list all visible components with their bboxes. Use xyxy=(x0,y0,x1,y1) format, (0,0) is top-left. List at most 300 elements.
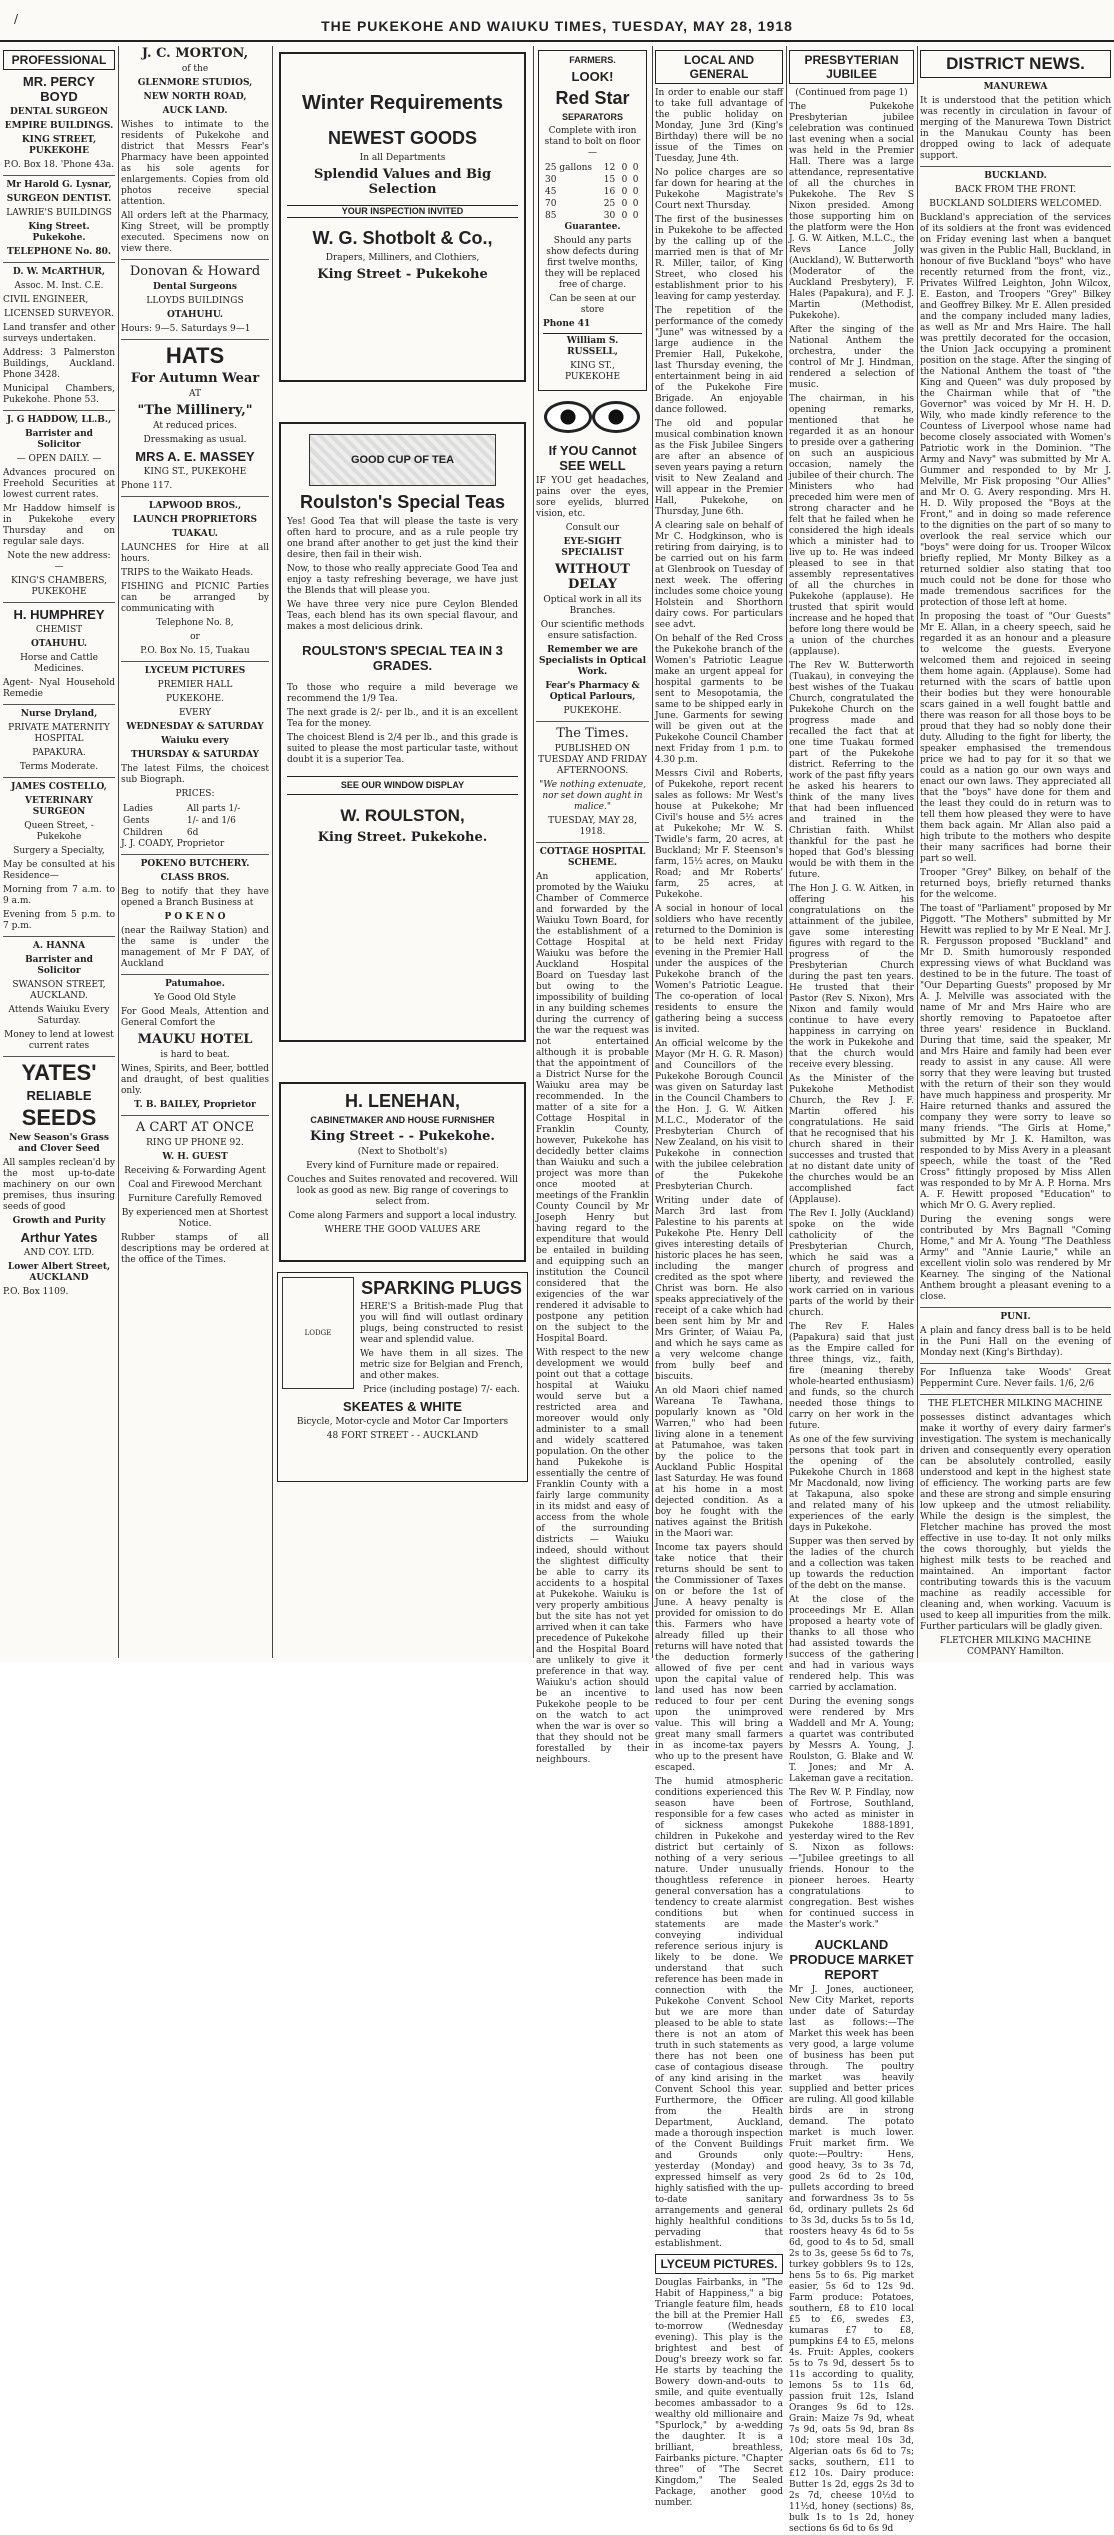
table-cell: Children xyxy=(123,828,163,838)
times-imprint xyxy=(536,726,649,838)
ad-line: Agent- Nyal Household Remedie xyxy=(3,678,115,699)
ad-line: or xyxy=(190,632,200,642)
ad-line: SEE OUR WINDOW DISPLAY xyxy=(287,776,518,795)
ad-line: WHERE THE GOOD VALUES ARE xyxy=(324,1225,481,1235)
ad-percy-boyd xyxy=(3,74,115,171)
ad-butchery xyxy=(121,859,269,970)
ad-line: Yes! Good Tea that will please the taste is very often hard to procure, and as a rule people try one brand after another to get just the kind their desire, then fail in their wish. xyxy=(287,517,518,560)
ad-line: All orders left at the Pharmacy, King Street, will be promptly executed. Specimens now on view there. xyxy=(121,211,269,254)
ad-line: Address: 3 Palmerston Buildings, Auckland. Phone 3428. xyxy=(3,348,115,380)
ad-line: KING STREET, PUKEKOHE xyxy=(21,135,97,156)
ad-line: P.O. Box 1109. xyxy=(3,1287,69,1297)
article-paragraph: A social in honour of local soldiers who have recently returned to the Dominion is to be held next Friday evening in the Premier Hall under the auspices of the Pukekohe branch of the Women's Patriotic League. The co-operation of local residents to ensure the gathering being a success is invited. xyxy=(655,904,783,1035)
ad-title: A CART AT ONCE xyxy=(135,1120,255,1135)
table-cell: Ladies xyxy=(123,804,153,814)
ad-title: THE FLETCHER MILKING MACHINE xyxy=(928,1399,1103,1409)
table-row xyxy=(543,198,642,210)
ad-title: J. C. MORTON, xyxy=(141,46,249,61)
ad-line: At reduced prices. xyxy=(153,421,237,431)
ad-title: J. G HADDOW, LL.B., xyxy=(6,415,112,425)
article-paragraph: A clearing sale on behalf of Mr C. Hodgkinson, who is retiring from dairying, is to be carried out on his farm at Glenbrook on Tuesday of next week. The offering includes some choice young Holstein and Shorthorn dairy cows. For particulars see advt. xyxy=(655,521,783,630)
ad-line: THURSDAY & SATURDAY xyxy=(131,750,259,760)
ad-morton xyxy=(121,46,269,255)
table-cell: 70 xyxy=(545,199,557,209)
subheading: BUCKLAND SOLDIERS WELCOMED. xyxy=(929,199,1102,209)
ad-line: Optical work in all its Branches. xyxy=(543,595,642,616)
article-paragraph: It is understood that the petition which was recently in circulation in favour of merging of the Manurewa Town District in the Manukau County has been dropped owing to lack of adequate support. xyxy=(920,96,1111,161)
ad-line: For Autumn Wear xyxy=(130,371,260,386)
table-cell: Gents xyxy=(123,816,150,826)
ad-line: 48 FORT STREET - - AUCKLAND xyxy=(326,1431,479,1441)
ad-line: TELEPHONE No. 80. xyxy=(6,247,112,257)
table-row xyxy=(121,827,269,839)
article-paragraph: The chairman, in his opening remarks, mentioned that he regarded it as an honour to preside over a gathering on such an auspicious occasion, namely the jubilee of their church. The Ministers who had preceded him were men of strong character and he felt that he failed when he considered the high ideals which a minister had to live up to. He was indeed pleased to see in that assembly representatives of all the churches in Pukekohe (applause). He trusted that spirit would increase and he hoped that before long there would be a union of the churches (applause). xyxy=(789,394,914,657)
article-paragraph: After the singing of the National Anthem the orchestra, under the control of Mr J. Hindman, rendered a selection of music. xyxy=(789,325,914,390)
masthead-rule xyxy=(0,40,1114,42)
ad-line: LOOK! xyxy=(571,69,614,84)
article-paragraph: Income tax payers should take notice that their returns should be sent to the Commissioner of Taxes on or before the 1st of June. A heavy penalty is provided for omission to do this. Farmers who have already filled up their returns will have noted that the deduction formerly allowed of five per cent upon the capital value of land used has now been reduced to four per cent upon the unimproved value. This will bring a great many small farmers in as income-tax payers who up to the present have escaped. xyxy=(655,1543,783,1773)
ad-line: Our scientific methods ensure satisfaction. xyxy=(540,620,645,641)
article-paragraph: Buckland's appreciation of the services of its soldiers at the front was evidenced on Friday evening last when a banquet was given in the Public Hall, Buckland, in honour of five Buckland "boys" who have recently returned from the front, viz., Privates Wilfred Leighton, John Wilcox, E. Easton, and Troopers "Grey" Bilkey and Geoffrey Bilkey. Mr E. Allen presided and the company included many ladies, as well as Mr and Mrs Haire. The hall was prettily decorated for the occasion, the Union Jack occupying a prominent position on the stage. After the singing of the National Anthem the toast of "the King and Queen" was duly proposed by the Chairman while that of "the Governor" was voiced by Mr H. H. D. Wily, who made kindly reference to the Countess of Liverpool whose name had become closely associated with Women's Patriotic work in the Dominion. "The Army and Navy" was submitted by Mr A. Gummer and responded to by Mr J. Melville, Mr Fisk proposing "Our Allies" and Mr O. G. Avery responding. Mrs H. H. D. Wily proposed the "Boys at the Front," and in doing so made reference to the dignities on the part of so many to overlook the real service which our "boys" were doing for us. Trooper Wilcox briefly replied, Mr Monty Bilkey as a returned soldier also stating that too much could not be done for those who made tremendous sacrifices for the protection of those left at home. xyxy=(920,213,1111,608)
article-paragraph: The Pukekohe Presbyterian jubilee celebration was continued last evening when a social was held in the Premier Hall. There was a large attendance, representative of all the churches in Pukekohe. The Rev S Nixon presided. Among those supporting him on the platform were the Hon J. G. W. Aitken, M.L.C., the Revs Lance Jolly (Auckland), W. Butterworth (Moderator of the Auckland Presbytery), F. Hales (Papakura), and F. J. Martin (Methodist, Pukekohe). xyxy=(789,102,914,321)
ad-line: Growth and Purity xyxy=(12,1216,106,1226)
corner-mark: / xyxy=(14,12,19,26)
price-table xyxy=(121,803,269,839)
ad-line: Mr Haddow himself is in Pukekohe every Thursday and on regular sale days. xyxy=(3,504,115,547)
ad-line: (near the Railway Station) and the same is under the management of Mr F DAY, of Auckland xyxy=(121,926,269,969)
ad-line: LAUNCH PROPRIETORS xyxy=(132,515,258,525)
column-district-news xyxy=(917,46,1114,1658)
ad-line: We have them in all sizes. The metric size for Belgian and French, and other makes. xyxy=(360,1349,523,1381)
ad-line: PUKEKOHE. xyxy=(166,694,224,704)
ad-line: KING ST., PUKEKOHE xyxy=(143,467,247,477)
ad-line: Beg to notify that they have opened a Branch Business at xyxy=(121,887,269,908)
ad-line: Assoc. M. Inst. C.E. xyxy=(14,281,104,291)
ad-line: — OPEN DAILY. — xyxy=(16,454,102,464)
ad-line: Hours: 9—5. Saturdays 9—1 xyxy=(121,324,251,334)
ad-line: MAUKU HOTEL xyxy=(137,1032,253,1047)
ad-line: RELIABLE xyxy=(26,1088,92,1103)
subheading: BUCKLAND. xyxy=(984,171,1047,181)
ad-mcarthur xyxy=(3,267,115,406)
divider xyxy=(920,166,1111,167)
ad-line: Telephone No. 8, xyxy=(156,618,234,628)
ad-line: For Influenza take Woods' Great Peppermint Cure. Never fails. 1/6, 2/6 xyxy=(920,1368,1111,1389)
ad-yates xyxy=(3,1061,115,1298)
ad-line: Guarantee. xyxy=(564,222,621,232)
ad-line: Dental Surgeons xyxy=(152,282,238,292)
column-ads-times xyxy=(533,46,652,1765)
article-paragraph: No police charges are so far down for hearing at the Pukekohe Magistrate's Court next Thursday. xyxy=(655,168,783,211)
ad-line: NEWEST GOODS xyxy=(327,128,477,148)
subheading: MANUREWA xyxy=(983,82,1048,92)
article-paragraph: The Rev I. Jolly (Auckland) spoke on the wide catholicity of the Presbyterian Church, which he said was a church of progress and liberty, and reviewed the work carried on in various parts of the world by their church. xyxy=(789,1209,914,1318)
ad-line: W. H. GUEST xyxy=(162,1152,228,1162)
ad-line: LAWRIE'S BUILDINGS xyxy=(6,208,112,218)
article-paragraph: Supper was then served by the ladies of the church and a collection was taken up towards the reduction of the debt on the manse. xyxy=(789,1537,914,1591)
ad-hats xyxy=(121,344,269,492)
ad-title: LYCEUM PICTURES xyxy=(144,666,246,676)
ad-line: DENTAL SURGEON xyxy=(10,107,108,117)
paper-date: TUESDAY, MAY 28, 1918. xyxy=(548,816,637,837)
table-cell: 0 xyxy=(632,175,639,185)
paper-name: The Times. xyxy=(556,726,629,741)
ad-line: Land transfer and other surveys undertaken. xyxy=(3,323,115,344)
table-cell: 0 xyxy=(621,199,628,209)
ad-line: Fear's Pharmacy & Optical Parlours, xyxy=(545,681,640,702)
ad-line: Horse and Cattle Medicines. xyxy=(20,653,98,674)
ad-line: P.O. Box 18. 'Phone 43a. xyxy=(3,160,115,170)
ad-line: GLENMORE STUDIOS, xyxy=(137,78,253,88)
table-cell: 0 xyxy=(632,211,639,221)
ad-line: TUAKAU. xyxy=(172,529,218,539)
divider xyxy=(3,262,115,263)
ad-lyceum xyxy=(121,666,269,850)
divider xyxy=(920,1394,1111,1395)
ad-title: Donovan & Howard xyxy=(129,264,261,279)
table-row xyxy=(543,210,642,222)
ad-line: To those who require a mild beverage we recommend the 1/9 Tea. xyxy=(287,683,518,704)
ad-line: Consult our xyxy=(565,523,620,533)
ad-line: Note the new address:— xyxy=(7,551,111,572)
ad-humphrey xyxy=(3,607,115,700)
section-heading: PROFESSIONAL xyxy=(3,50,115,70)
continued-note: (Continued from page 1) xyxy=(795,88,908,98)
column-professional xyxy=(0,46,118,1658)
ad-line: Come along Farmers and support a local industry. xyxy=(288,1211,517,1221)
article-paragraph: An official welcome by the Mayor (Mr H. G. R. Mason) and Councillors of the Pukekohe Borough Council was given on Saturday last in the Council Chambers to the Hon. J. G. W. Aitken M.L.C., Moderator of the Presbyterian Church of New Zealand, on his visit to Pukekohe in connection with the jubilee celebration of the Pukekohe Presbyterian Church. xyxy=(655,1039,783,1192)
ad-line: Lower Albert Street, AUCKLAND xyxy=(7,1262,111,1283)
ad-line: Coal and Firewood Merchant xyxy=(128,1180,262,1190)
article-paragraph: The Rev W. Butterworth (Tuakau), in conveying the best wishes of the Tuakau Church, congratulated the Pukekohe Church on the progress made and recalled the fact that at one time Tuakau formed part of the Pukekohe district. Referring to the work of the past fifty years he asked his hearers to think of the many lives that had been influenced and trained in the Christian faith. Whilst thankful for the past he hoped that God's blessing would be with them in the future. xyxy=(789,661,914,880)
ad-line: PAPAKURA. xyxy=(32,748,86,758)
ad-mauku-hotel xyxy=(121,979,269,1111)
divider xyxy=(121,854,269,855)
ad-title: H. HUMPHREY xyxy=(13,607,105,622)
article-paragraph: The Rev F. Hales (Papakura) said that just as the Empire called for three things, viz., faith, fire (meaning thereby whole-hearted enthusiasm) and funds, so the church needed those things to carry on her work in the future. xyxy=(789,1322,914,1431)
article-heading: COTTAGE HOSPITAL SCHEME. xyxy=(539,847,646,868)
ad-line: P O K E N O xyxy=(164,912,226,922)
ad-line: CIVIL ENGINEER, xyxy=(3,295,89,305)
table-cell: 30 xyxy=(603,211,616,221)
column-local-general xyxy=(652,46,786,2508)
table-cell: 1/- and 1/6 xyxy=(186,816,236,826)
ad-line: We have three very nice pure Ceylon Blended Teas, each blend has its own special flavour, and makes a most delicious drink. xyxy=(287,600,518,632)
ad-line: PRIVATE MATERNITY HOSPITAL xyxy=(8,723,110,744)
ad-line: Phone 117. xyxy=(121,481,173,491)
article-paragraph: As the Minister of the Pukekohe Methodist Church, the Rev J. F. Martin offered his congratulations. He said that he recognised that his church shared in their successes and trusted that at no distant date unity of the churches would be an accomplished fact (Applause). xyxy=(789,1074,914,1205)
ad-line: OTAHUHU. xyxy=(30,639,88,649)
ad-title: SPARKING PLUGS xyxy=(361,1278,522,1298)
ad-line: LICENSED SURVEYOR. xyxy=(4,309,114,319)
section-heading: AUCKLAND PRODUCE MARKET REPORT xyxy=(789,1937,914,1982)
ad-line: May be consulted at his Residence— xyxy=(3,860,115,881)
separator-price-table xyxy=(543,162,642,222)
article-paragraph: The Rev W. P. Findlay, now of Fortrose, Southland, who acted as minister in Pukekohe 1888-1891, yesterday wired to the Rev S. Nixon as follows:—"Jubilee greetings to all friends. Honour to the pioneer heroes. Hearty congratulations to congregation. Best wishes for continued success in the Master's work." xyxy=(789,1788,914,1930)
table-cell: 0 xyxy=(621,175,628,185)
article-paragraph: The old and popular musical combination known as the Fisk Jubilee Singers are after an absence of seven years paying a return visit to New Zealand and will appear in the Premier Hall, Pukekohe, on Thursday, June 6th. xyxy=(655,419,783,517)
ad-line: The latest Films, the choicest sub Biograph. xyxy=(121,764,269,785)
ad-line: William S. RUSSELL, xyxy=(543,333,642,358)
table-cell: 25 gallons xyxy=(545,163,593,173)
ad-line: Wines, Spirits, and Beer, bottled and draught, of best qualities only. xyxy=(121,1064,269,1096)
table-cell: 0 xyxy=(621,163,628,173)
table-cell: 0 xyxy=(632,163,639,173)
table-cell: 0 xyxy=(632,187,639,197)
ad-line: All samples reclean'd by the most up-to-date machinery on our own premises, thus insuring seeds of good xyxy=(3,1158,115,1212)
ad-title: If YOU Cannot SEE WELL xyxy=(548,443,637,473)
ad-line: New Season's Grass and Clover Seed xyxy=(9,1133,109,1154)
divider xyxy=(3,602,115,603)
ad-line: VETERINARY SURGEON xyxy=(25,796,93,817)
ad-line: Money to lend at lowest current rates xyxy=(4,1030,114,1051)
illustration-caption: LODGE xyxy=(304,1329,332,1337)
illustration-caption: GOOD CUP OF TEA xyxy=(350,454,455,466)
section-heading: LOCAL AND GENERAL xyxy=(655,50,783,84)
ad-line: (Next to Shotbolt's) xyxy=(357,1147,448,1157)
article-paragraph: In proposing the toast of "Our Guests" Mr E. Allan, in a cheery speech, said he regarded it as an honour and a pleasure to welcome the guests. Everyone welcomed them and rejoiced in seeing them home again. (Applause). Some had returned with the scars of battle upon their bodies but they were honourable scars gained in a well fought battle and there was reason for all those boys to be proud that they had so nobly done their duty. Alluding to the fight for liberty, the speaker emphasised the tremendous price we had to pay for it so that we could as a nation go our own ways and enact our own laws. They appreciated all that the "boys" have done for them and the least they could do in return was to tell them how pleased they were to have them back again. Mr Allan also paid a high tribute to the mothers who despite their many sacrifices had borne their part so well. xyxy=(920,612,1111,864)
ad-hanna xyxy=(3,941,115,1052)
divider xyxy=(3,777,115,778)
ad-line: HERE'S a British-made Plug that you will find will outlast ordinary plugs, being constructed to resist wear and splendid value. xyxy=(360,1302,523,1345)
ad-line: Receiving & Forwarding Agent xyxy=(124,1166,266,1176)
article-paragraph: An old Maori chief named Wareana Te Tawhana, popularly known as "Old Warren," who had been living alone in a tenement at Patumahoe, was taken by the police to the Auckland Public Hospital last Saturday. He was found at his home in a most dejected condition. As a boy he fought with the natives against the British in the Maori war. xyxy=(655,1386,784,1539)
ad-lapwood xyxy=(121,501,269,657)
subheading: BACK FROM THE FRONT. xyxy=(954,185,1077,195)
article-paragraph: In order to enable our staff to take full advantage of the public holiday on Monday, June 3rd (King's Birthday) there will be no issue of the Times on Tuesday, June 4th. xyxy=(655,88,783,164)
ad-title: FARMERS. xyxy=(569,55,616,65)
ad-line: WEDNESDAY & SATURDAY xyxy=(126,722,264,732)
ad-line: By experienced men at Shortest Notice. xyxy=(121,1208,269,1229)
ad-line: Morning from 7 a.m. to 9 a.m. xyxy=(3,885,115,906)
ad-line: CABINETMAKER AND HOUSE FURNISHER xyxy=(310,1115,495,1125)
ad-shotbolt xyxy=(279,52,526,382)
divider xyxy=(3,704,115,705)
table-cell: 16 xyxy=(603,187,616,197)
paper-motto: "We nothing extenuate, nor set down aught in malice." xyxy=(539,780,646,812)
ad-line: Now, to those who really appreciate Good Tea and enjoy a tasty refreshing beverage, we have just the Blends that will please you. xyxy=(287,564,518,596)
ad-line: is hard to beat. xyxy=(160,1050,230,1060)
table-cell: 15 xyxy=(603,175,616,185)
ad-line: EMPIRE BUILDINGS. xyxy=(4,121,114,131)
table-cell: 85 xyxy=(545,211,557,221)
ad-line: WITHOUT DELAY xyxy=(555,562,630,592)
ad-line: Bicycle, Motor-cycle and Motor Car Importers xyxy=(296,1417,509,1427)
column-ads xyxy=(118,46,272,1658)
ad-line: Phone 41 xyxy=(543,319,591,329)
ad-line: Evening from 5 p.m. to 7 p.m. xyxy=(3,910,115,931)
ad-line: OTAHUHU. xyxy=(166,310,224,320)
divider xyxy=(920,1307,1111,1308)
ad-line: CLASS BROS. xyxy=(160,873,230,883)
ad-sparking-plugs xyxy=(277,1272,528,1482)
article-paragraph: Douglas Fairbanks, in "The Habit of Happiness," a big Triangle feature film, heads the bill at the Premier Hall to-morrow (Wednesday evening). This play is the brightest and best of Doug's breezy work so far. He starts by teaching the Bowery down-and-outs to smile, and quite eventually becomes ambassador to a wealthy old millionaire and "Spurlock," by a-wedding the daughter. It is a brilliant, breathless, Fairbanks picture. "Chapter three" of "The Secret Kingdom," The Sealed Package, another good number. xyxy=(655,2278,783,2508)
ad-title: Winter Requirements xyxy=(302,92,503,114)
table-cell: 0 xyxy=(632,199,639,209)
ad-line: Dressmaking as usual. xyxy=(143,435,247,445)
article-paragraph: Messrs Civil and Roberts, of Pukekohe, report recent sales as follows: Mr West's house at Pukekohe; Mr Civil's house and 5½ acres at Pukekohe; Mr W. S. Twidle's farm, 20 acres, at Buckland; Mr F. Steenson's farm, 15½ acres, on Mauku Road; and Mr Roberts' farm, 25 acres, at Pukekohe. xyxy=(655,769,783,900)
ad-title: Mr Harold G. Lysnar, xyxy=(6,180,112,190)
ad-line: Remember we are Specialists in Optical Work. xyxy=(538,645,647,677)
divider xyxy=(536,721,649,722)
table-cell: 12 xyxy=(603,163,616,173)
ad-title: Patumahoe. xyxy=(165,979,225,989)
ad-line: T. B. BAILEY, Proprietor xyxy=(134,1100,256,1110)
divider xyxy=(3,936,115,937)
divider xyxy=(536,842,649,843)
table-row xyxy=(543,174,642,186)
eyes-icon xyxy=(544,397,640,437)
tea-cup-illustration xyxy=(309,434,496,486)
article-paragraph: The humid atmospheric conditions experienced this season have been responsible for a few cases of sickness amongst children in Pukekohe and district but certainly of nothing of a very serious nature. Under unusually thoughtless reference in general conversation has a tendency to create alarmist conditions but when statements are made conveying individual reference serious injury is likely to be done. We understand that such reference has been made in connection with the Pukekohe Convent School but we are more than pleased to be able to state there is not an atom of truth in such statements as there has not been one case of contagious disease of any kind arising in the Convent School this year. Furthermore, the Officer from the Health Department, Auckland, made a thorough inspection of the Convent Buildings and Grounds only yesterday (Monday) and expressed himself as very highly satisfied with the up-to-date sanitary arrangements and general highly healthful conditions pervading that establishment. xyxy=(655,1777,783,2249)
ad-line: ROULSTON'S SPECIAL TEA IN 3 GRADES. xyxy=(302,643,503,673)
ad-title: JAMES COSTELLO, xyxy=(11,782,107,792)
ad-line: EYE-SIGHT SPECIALIST xyxy=(561,537,624,558)
ad-line: of the xyxy=(181,64,209,74)
ad-line: In all Departments xyxy=(359,153,446,163)
ad-line: P.O. Box No. 15, Tuakau xyxy=(140,646,250,656)
ad-line: Queen Street, - Pukekohe xyxy=(24,821,94,842)
table-cell: All parts 1/- xyxy=(186,804,241,814)
table-cell: 0 xyxy=(621,187,628,197)
article-paragraph: At the close of the proceedings Mr E. Allan proposed a hearty vote of thanks to all those who had assisted towards the success of the gathering and had in various ways rendered help. This was carried by acclamation. xyxy=(789,1595,914,1693)
divider xyxy=(3,410,115,411)
ad-dryland xyxy=(3,709,115,773)
ad-line: The next grade is 2/- per lb., and it is an excellent Tea for the money. xyxy=(287,708,518,729)
ad-line: MRS A. E. MASSEY xyxy=(135,449,255,464)
ad-line: AUCK LAND. xyxy=(162,106,228,116)
ad-line: Waiuku every xyxy=(161,736,229,746)
ad-line: Couches and Suites renovated and recovered. Will look as good as new. Big range of coverings to select from. xyxy=(287,1175,518,1207)
table-cell: 6d xyxy=(186,828,199,838)
ad-roulston xyxy=(279,422,526,1042)
ad-title: HATS xyxy=(165,343,225,368)
section-heading: PRESBYTERIAN JUBILEE xyxy=(789,50,914,84)
ad-haddow xyxy=(3,415,115,598)
table-row xyxy=(543,162,642,174)
ad-title: D. W. McARTHUR, xyxy=(12,267,106,277)
ad-red-star xyxy=(538,50,647,391)
ad-line: SEPARATORS xyxy=(561,112,623,122)
ad-line: W. G. Shotbolt & Co., xyxy=(312,228,493,248)
column-presbyterian-jubilee xyxy=(786,46,917,2534)
ad-line: SWANSON STREET, AUCKLAND. xyxy=(12,980,106,1001)
ad-line: Red Star xyxy=(555,88,630,108)
ad-line: EVERY xyxy=(178,708,212,718)
article-paragraph: The toast of "Parliament" proposed by Mr Piggott. "The Mothers" submitted by Mr Hewitt was replied to by Mr E Neal. Mr J. R. Fergusson proposed "Buckland" and Mr D. Smith humorously responded expressing views of what Buckland was destined to be in the future. The toast of "Our Departing Guests" proposed by Mr A. J. Melville was associated with the name of Mr and Mrs Haire who are shortly removing to Papatoetoe after three years' residence in Buckland. During that time, said the speaker, Mr and Mrs Haire and family had been ever ready to assist in any cause. All were sorry that they were leaving but trusted with the return of their son they would have much happiness and prosperity. Mr Haire returned thanks and assured the company they were sorry to leave so many friends. "The Girls at Home," submitted by Mr J. K. Hamilton, was responded to by Miss Avery in a pleasant speech, while the toast of the "Red Cross" fittingly proposed by Miss Allen was responded to by Mr A. P. Horna. Mrs A. F. Hewitt proposed "Education" to which Mr O. G. Avery replied. xyxy=(920,904,1111,1211)
ad-line: Price (including postage) 7/- each. xyxy=(363,1385,520,1395)
table-row xyxy=(543,186,642,198)
ad-line: Rubber stamps of all descriptions may be ordered at the office of the Times. xyxy=(121,1233,269,1265)
ad-line: LAUNCHES for Hire at all hours. xyxy=(121,543,269,564)
ad-donovan xyxy=(121,264,269,335)
ad-line: "The Millinery," xyxy=(137,403,253,418)
section-heading: LYCEUM PICTURES. xyxy=(655,2254,783,2274)
article-paragraph: During the evening songs were contributed by Mrs Bagnall "Coming Home," and Mr A. Young "The Deathless Army" and "Annie Laurie," while an excellent violin solo was rendered by Mr Kearney. The singing of the National Anthem brought a pleasant evening to a close. xyxy=(920,1215,1111,1302)
ad-line: King Street - - Pukekohe. xyxy=(310,1129,495,1144)
ad-title: A. HANNA xyxy=(32,941,86,951)
ad-line: Arthur Yates xyxy=(20,1230,98,1245)
ad-title: MR. PERCY BOYD xyxy=(22,74,96,104)
ad-lenehan xyxy=(279,1082,526,1262)
ad-line: Every kind of Furniture made or repaired. xyxy=(306,1161,499,1171)
ad-line: Barrister and Solicitor xyxy=(25,955,93,976)
ad-line: Furniture Carefully Removed xyxy=(128,1194,262,1204)
ad-line: King Street - Pukekohe xyxy=(317,267,488,282)
table-row xyxy=(121,803,269,815)
ad-title: LAPWOOD BROS., xyxy=(148,501,242,511)
article-paragraph: On behalf of the Red Cross the Pukekohe branch of the Women's Patriotic League make an urgent appeal for hospital garments to be sent to Mesopotamia, the same to be shipped early in June. Garments for sewing will be given out at the Pukekohe Council Chamber next Friday from 1 p.m. to 4.30 p.m. xyxy=(655,634,783,765)
article-paragraph: The repetition of the performance of the comedy "June" was witnessed by a large audience in the Premier Hall, Pukekohe, last Thursday evening, the entertainment being in aid of the Pukekohe Fire Brigade. An enjoyable dance followed. xyxy=(655,306,783,415)
ad-line: AND COY. LTD. xyxy=(23,1248,95,1258)
ad-title: YATES' xyxy=(21,1060,97,1085)
table-cell: 25 xyxy=(603,199,616,209)
ad-line: FISHING and PICNIC Parties can be arranged by communicating with xyxy=(121,582,269,614)
ad-line: possesses distinct advantages which make it worthy of every dairy farmer's investigation. The system is mechanically driven and consequently every operation can be absolutely controlled, easily understood and kept in the highest state of efficiency. The working parts are few and these are strong and simple ensuring low upkeep and the utmost reliability. While the design is the simplest, the Fletcher machine has proved the most effective in use to-day. It not only milks the cows thoroughly, but yields the highest milk tests to be reached and maintained. An important factor contributing towards this is the vacuum machine as readily accessible for cleaning and, when working. Vacuum is used to keep all impurities from the milk. Further particulars will be gladly given. xyxy=(920,1413,1111,1632)
ad-line: FLETCHER MILKING MACHINE COMPANY Hamilton. xyxy=(939,1636,1092,1657)
section-heading: DISTRICT NEWS. xyxy=(920,50,1111,78)
ad-line: Drapers, Milliners, and Clothiers, xyxy=(325,253,480,263)
spark-plug-illustration xyxy=(282,1277,354,1389)
article-paragraph: With respect to the new development we would point out that a cottage hospital at Waiuku would serve but a restricted area and moreover would only administer to a small and widely scattered population. On the other hand Pukekohe is essentially the centre of Franklin County with a fairly large community in its midst and easy of access from the whole of the surrounding districts — Waiuku indeed, should without the slightest difficulty be able to carry its accidents to a hospital at Pukekohe. Waiuku is very properly ambitious but the site has not yet arrived when it can take precedence of Pukekohe and the Hospital Board are unlikely to give it preference in that way. Waiuku's action should be an incentive to Pukekohe people to be on the watch to act when the war is over so that they should not be forestalled by their neighbours. xyxy=(536,1348,649,1765)
ad-line: PREMIER HALL xyxy=(157,680,233,690)
masthead-title: THE PUKEKOHE AND WAIUKU TIMES, TUESDAY, MAY 28, 1918 xyxy=(321,18,793,34)
ad-line: TRIPS to the Waikato Heads. xyxy=(121,568,254,578)
divider xyxy=(121,974,269,975)
divider xyxy=(3,1056,115,1057)
ad-line: Can be seen at our store xyxy=(549,294,636,315)
ad-title: POKENO BUTCHERY. xyxy=(140,859,250,869)
ad-line: LLOYDS BUILDINGS xyxy=(146,296,244,306)
ad-title: Nurse Dryland, xyxy=(20,709,98,719)
table-cell: 0 xyxy=(621,211,628,221)
ad-line: NEW NORTH ROAD, xyxy=(143,92,247,102)
ad-line: Terms Moderate. xyxy=(19,762,99,772)
table-row xyxy=(121,815,269,827)
article-paragraph: Writing under date of March 3rd last from Palestine to his parents at Pukekohe Pte. Henry Dell gives interesting details of historic places he has seen, including the manger credited as the spot where Christ was born. He also speaks appreciatively of the receipt of a cake which had been sent him by Mr and Mrs Grinter, of Waiau Pa, and which he says came as a very welcome change from bully beef and biscuits. xyxy=(655,1196,783,1382)
ad-line: Advances procured on Freehold Securities at lowest current rates. xyxy=(3,468,115,500)
article-paragraph: As one of the few surviving persons that took part in the opening of the Pukekohe Church in 1868 Mr Macdonald, now living at Takapuna, also spoke and related many of his experiences of the early days in Pukekohe. xyxy=(789,1435,914,1533)
ad-line: KING'S CHAMBERS, PUKEKOHE xyxy=(11,576,107,597)
ad-line: PRICES: xyxy=(175,789,215,799)
divider xyxy=(121,1115,269,1116)
ad-guest xyxy=(121,1120,269,1266)
ad-line: For Good Meals, Attention and General Comfort the xyxy=(121,1007,269,1028)
article-paragraph: An application, promoted by the Waiuku Chamber of Commerce and forwarded by the Waiuku Town Board, for the establishment of a Cottage Hospital at Waiuku was before the Auckland Hospital Board on Tuesday last but owing to the impossibility of building in any building schemes during the currency of the war the request was not entertained although it is probable that the appointment of a District Nurse for the Waiuku area may be recommended. In the matter of a site for a Cottage Hospital in Franklin County, however, Pukekohe has decidedly better claims than Waiuku and such a project was more than once mooted at meetings of the Franklin County Council by Mr Joseph Henry but having regard to the expenditure that would be entailed in building and equipping such an institution the Council considered that the exigencies of the war rendered it advisable to postpone any petition on the subject to the Hospital Board. xyxy=(536,872,649,1344)
ad-costello xyxy=(3,782,115,932)
ad-line: The choicest Blend is 2/4 per lb., and this grade is suited to please the most particular taste, without doubt it is a superior Tea. xyxy=(287,733,518,765)
ad-line: Barrister and Solicitor xyxy=(25,429,93,450)
ad-title: H. LENEHAN, xyxy=(344,1091,460,1111)
ad-line: AT xyxy=(188,389,201,399)
article-paragraph: Mr J. Jones, auctioneer, New City Market, reports under date of Saturday last as follows:—The Market this week has been very good, a large volume of business has been put through. The poultry market was heavily supplied and better prices are ruling. All good killable birds are in strong demand. The potato market is much lower. Fruit market firm. We quote:—Poultry: Hens, good heavy, 3s to 3s 7d, good 2s 6d to 2s 10d, pullets according to breed and forwardness 3s to 5s 6d, ordinary pullets 2s 6d to 3s 3d, ducks 5s to 5s 1d, roosters heavy 4s 6d to 5s 6d, good to 4s to 5d, small 2s to 3s, geese 5s 6d to 7s, turkey gobblers 9s to 12s, hens 5s to 6s. Pig market easier, 5s 6d to 12s 9d. Farm produce: Potatoes, southern, £8 to £10 local £5 to £6, swedes £3, kumaras £7 to £8, pumpkins £4 to £5, melons 4s. Fruit: Apples, cookers 5s to 7s 9d, dessert 5s to 11s according to quality, lemons 5s to 11s 6d, passion fruit 12s, Island Oranges 9s 6d to 12s. Grain: Maize 7s 9d, wheat 7s 9d, oats 5s 9d, bran 8s 10d; store meal 10s 3d, Algerian oats 6s 6d to 7s; sacks, southern, £11 to £12 10s. Dairy produce: Butter 1s 2d, eggs 2s 3d to 2s 7d, cheese 10½d to 11½d, honey (sections) 8s, bulk 1s to 1s 2d, honey sections 6s 6d to 6s 9d xyxy=(789,1985,914,2534)
ad-line: Splendid Values and Big Selection xyxy=(313,167,492,197)
ad-line: Surgery a Specialty, xyxy=(13,846,105,856)
ad-line: Attends Waiuku Every Saturday. xyxy=(8,1005,110,1026)
table-cell: 30 xyxy=(545,175,557,185)
ad-line: SURGEON DENTIST. xyxy=(6,194,112,204)
subheading: PUNI. xyxy=(1000,1312,1031,1322)
article-paragraph: A plain and fancy dress ball is to be held in the Puni Hall on the evening of Monday next (King's Birthday). xyxy=(920,1326,1111,1358)
ad-line: RING UP PHONE 92. xyxy=(146,1138,244,1148)
ad-line: Should any parts show defects during first twelve months, they will be replaced free of charge. xyxy=(544,236,641,290)
table-cell: 45 xyxy=(545,187,557,197)
ad-line: SEEDS xyxy=(21,1105,97,1130)
ad-line: CHEMIST xyxy=(35,625,83,635)
ad-line: PUKEKOHE. xyxy=(563,706,622,716)
ad-line: J. J. COADY, Proprietor xyxy=(121,839,225,849)
paper-schedule: PUBLISHED ON TUESDAY AND FRIDAY AFTERNOONS. xyxy=(538,744,647,776)
